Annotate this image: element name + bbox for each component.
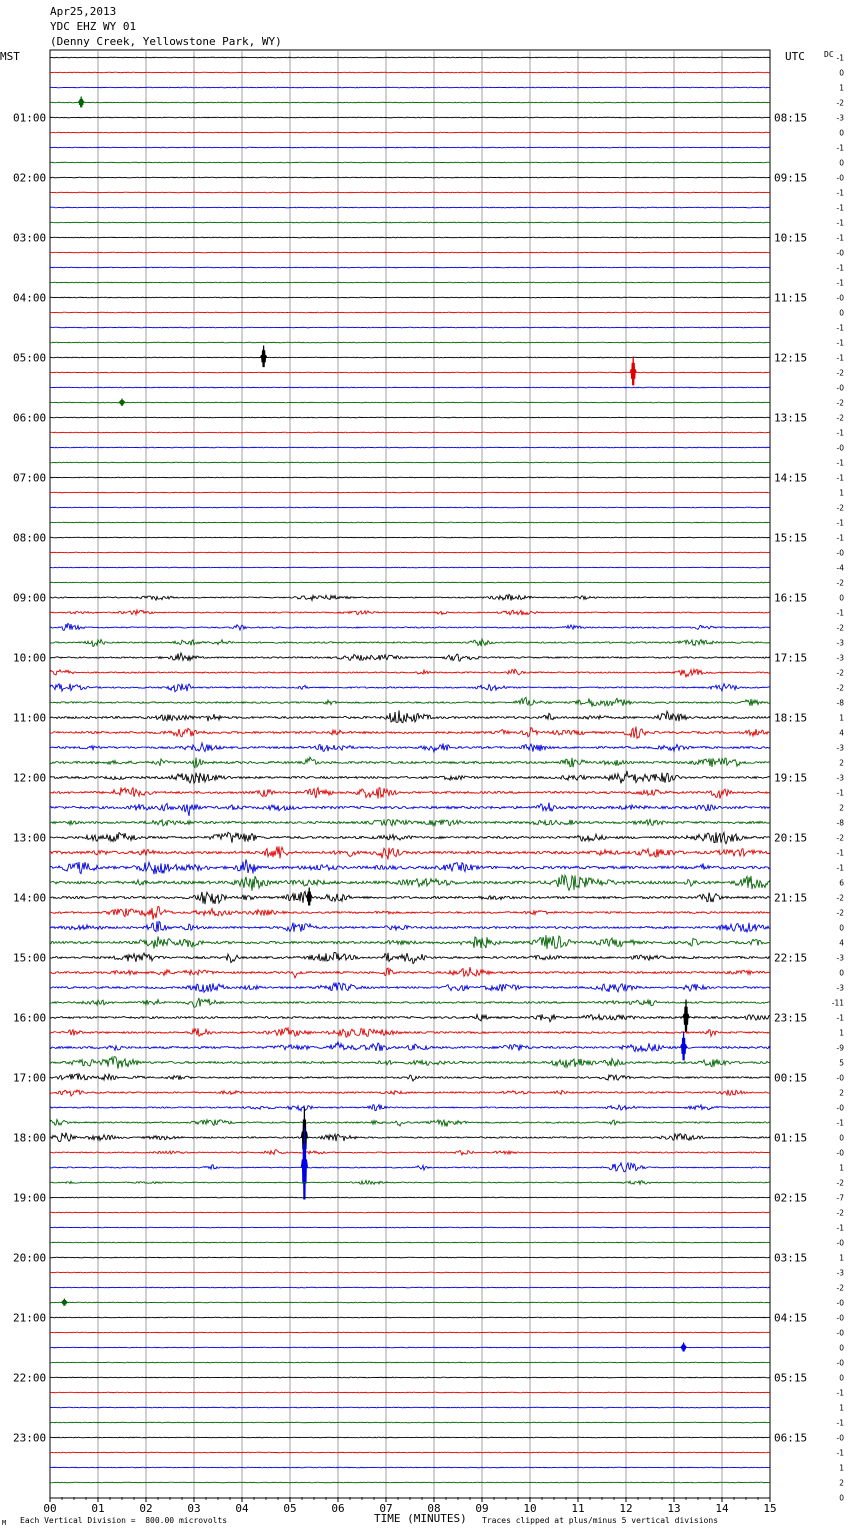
dc-offset-label: -2 [836, 1283, 844, 1293]
trace-row [50, 312, 770, 313]
mst-hour-label: 02:00 [13, 171, 47, 185]
trace-row [50, 462, 770, 463]
trace-row [50, 1467, 770, 1468]
trace-row [50, 567, 770, 568]
mst-hour-label: 16:00 [13, 1011, 47, 1025]
trace-row [50, 1090, 770, 1096]
trace-row [50, 162, 770, 163]
x-tick-label: 09 [475, 1502, 489, 1515]
x-tick-label: 01 [91, 1502, 105, 1515]
trace-row [50, 935, 770, 949]
dc-offset-label: -1 [836, 353, 844, 363]
trace-row [50, 402, 770, 403]
dc-offset-label: 2 [839, 1088, 844, 1098]
trace-row [50, 57, 770, 58]
dc-offset-label: -1 [836, 533, 844, 543]
utc-hour-label: 03:15 [774, 1251, 808, 1265]
utc-hour-label: 05:15 [774, 1371, 808, 1385]
trace-row [50, 1362, 770, 1363]
mst-hour-label: 20:00 [13, 1251, 47, 1265]
scale-note: Each Vertical Division = 800.00 microvolts [20, 1516, 228, 1525]
dc-offset-label: -3 [836, 1268, 844, 1278]
event-spike [630, 357, 636, 386]
trace-row [50, 757, 770, 767]
dc-offset-label: -0 [836, 383, 844, 393]
dc-offset-label: 0 [839, 128, 844, 138]
mst-hour-label: 18:00 [13, 1131, 47, 1145]
utc-hour-label: 23:15 [774, 1011, 808, 1025]
x-tick-label: 06 [331, 1502, 345, 1515]
dc-offset-label: -0 [836, 1073, 844, 1083]
header-date: Apr25,2013 [50, 5, 117, 18]
utc-hour-label: 19:15 [774, 771, 808, 785]
mst-hour-label: 13:00 [13, 831, 47, 845]
trace-row [50, 610, 770, 615]
dc-offset-label: -1 [836, 428, 844, 438]
mst-hour-label: 08:00 [13, 531, 47, 545]
dc-offset-label: -8 [836, 818, 844, 828]
utc-hour-label: 13:15 [774, 411, 808, 425]
trace-row [50, 669, 770, 677]
trace-row [50, 639, 770, 647]
dc-offset-label: -1 [836, 188, 844, 198]
event-spike [119, 399, 125, 406]
trace-row [50, 1302, 770, 1303]
trace-row [50, 1212, 770, 1213]
trace-row [50, 282, 770, 283]
trace-row [50, 537, 770, 538]
dc-offset-label: -0 [836, 1298, 844, 1308]
dc-offset-label: 1 [839, 1028, 844, 1038]
trace-row [50, 1482, 770, 1483]
x-tick-label: 07 [379, 1502, 393, 1515]
dc-offset-label: -4 [836, 563, 844, 573]
dc-offset-label: -1 [836, 608, 844, 618]
trace-row [50, 1242, 770, 1243]
trace-row [50, 1287, 770, 1288]
dc-offset-label: -1 [836, 863, 844, 873]
dc-offset-label: -0 [836, 248, 844, 258]
x-tick-label: 05 [283, 1502, 297, 1515]
dc-offset-label: -1 [836, 848, 844, 858]
dc-offset-label: -2 [836, 503, 844, 513]
trace-row [50, 1150, 770, 1155]
trace-row [50, 252, 770, 253]
dc-offset-label: -1 [836, 1118, 844, 1128]
utc-hour-label: 14:15 [774, 471, 808, 485]
utc-hour-label: 04:15 [774, 1311, 808, 1325]
mst-hour-label: 01:00 [13, 111, 47, 125]
trace-row [50, 1377, 770, 1378]
event-spike [306, 888, 312, 906]
dc-offset-label: -1 [836, 203, 844, 213]
trace-row [50, 846, 770, 859]
mst-hour-label: 09:00 [13, 591, 47, 605]
dc-offset-label: -0 [836, 1103, 844, 1113]
trace-row [50, 522, 770, 523]
event-spike [61, 1299, 67, 1306]
trace-row [50, 859, 770, 874]
dc-offset-label: 0 [839, 923, 844, 933]
trace-row [50, 787, 770, 798]
dc-offset-label: -2 [836, 623, 844, 633]
dc-offset-label: -3 [836, 653, 844, 663]
trace-row [50, 102, 770, 103]
trace-row [50, 684, 770, 692]
dc-offset-label: 0 [839, 1343, 844, 1353]
trace-row [50, 1119, 770, 1126]
trace-row [50, 1422, 770, 1423]
dc-offset-label: 0 [839, 308, 844, 318]
dc-offset-label: -2 [836, 1208, 844, 1218]
dc-offset-label: -1 [836, 788, 844, 798]
dc-offset-label: -2 [836, 893, 844, 903]
utc-hour-label: 17:15 [774, 651, 808, 665]
utc-hour-label: 22:15 [774, 951, 808, 965]
dc-offset-label: 1 [839, 83, 844, 93]
trace-row [50, 594, 770, 600]
trace-row [50, 87, 770, 88]
dc-offset-label: 5 [839, 1058, 844, 1068]
dc-offset-label: 2 [839, 1478, 844, 1488]
dc-offset-label: 4 [839, 938, 844, 948]
dc-offset-label: -8 [836, 698, 844, 708]
dc-offset-label: -1 [836, 1448, 844, 1458]
mst-hour-label: 23:00 [13, 1431, 47, 1445]
dc-offset-label: -0 [836, 1238, 844, 1248]
trace-row [50, 1163, 770, 1172]
mst-hour-label: 10:00 [13, 651, 47, 665]
utc-hour-label: 20:15 [774, 831, 808, 845]
trace-row [50, 1317, 770, 1318]
mst-hour-label: 04:00 [13, 291, 47, 305]
trace-row [50, 623, 770, 630]
dc-offset-label: -11 [831, 998, 844, 1008]
corner-mark: M [2, 1519, 7, 1527]
trace-row [50, 1133, 770, 1142]
dc-label: DC [824, 50, 834, 59]
x-tick-label: 12 [619, 1502, 633, 1515]
dc-offset-label: -1 [836, 218, 844, 228]
dc-offset-label: -2 [836, 98, 844, 108]
mst-hour-label: 07:00 [13, 471, 47, 485]
trace-row [50, 147, 770, 148]
trace-row [50, 357, 770, 358]
dc-offset-label: -1 [836, 473, 844, 483]
dc-offset-label: -2 [836, 668, 844, 678]
utc-hour-label: 18:15 [774, 711, 808, 725]
event-spike [683, 1000, 689, 1032]
dc-offset-label: -2 [836, 578, 844, 588]
dc-offset-label: 1 [839, 1463, 844, 1473]
dc-offset-label: -1 [836, 458, 844, 468]
utc-hour-label: 06:15 [774, 1431, 808, 1445]
dc-offset-label: -0 [836, 1433, 844, 1443]
trace-row [50, 891, 770, 904]
x-tick-label: 11 [571, 1502, 585, 1515]
utc-hour-label: 11:15 [774, 291, 808, 305]
trace-row [50, 237, 770, 238]
dc-offset-label: -1 [836, 1223, 844, 1233]
trace-row [50, 1437, 770, 1438]
dc-offset-label: -2 [836, 398, 844, 408]
dc-offset-label: 2 [839, 758, 844, 768]
dc-offset-label: -3 [836, 638, 844, 648]
trace-row [50, 492, 770, 493]
header-station: YDC EHZ WY 01 [50, 20, 137, 33]
x-tick-label: 13 [667, 1502, 681, 1515]
dc-offset-label: -0 [836, 173, 844, 183]
trace-row [50, 432, 770, 433]
dc-offset-label: 1 [839, 713, 844, 723]
utc-hour-label: 21:15 [774, 891, 808, 905]
dc-offset-label: -3 [836, 773, 844, 783]
mst-hour-label: 11:00 [13, 711, 47, 725]
trace-row [50, 771, 770, 784]
dc-offset-label: 0 [839, 68, 844, 78]
trace-row [50, 477, 770, 478]
mst-hour-label: 15:00 [13, 951, 47, 965]
mst-hour-label: 12:00 [13, 771, 47, 785]
dc-offset-label: 0 [839, 1373, 844, 1383]
dc-offset-label: -2 [836, 1178, 844, 1188]
utc-hour-label: 00:15 [774, 1071, 808, 1085]
dc-offset-label: 0 [839, 1133, 844, 1143]
dc-offset-label: -0 [836, 1358, 844, 1368]
trace-row [50, 875, 770, 890]
dc-offset-label: -1 [836, 263, 844, 273]
trace-row [50, 372, 770, 373]
mst-hour-label: 14:00 [13, 891, 47, 905]
trace-row [50, 1347, 770, 1348]
x-tick-label: 02 [139, 1502, 153, 1515]
trace-row [50, 1028, 770, 1037]
dc-offset-label: 4 [839, 728, 844, 738]
utc-hour-label: 02:15 [774, 1191, 808, 1205]
trace-row [50, 653, 770, 661]
trace-row [50, 342, 770, 343]
dc-offset-label: -3 [836, 983, 844, 993]
event-spike [78, 97, 84, 108]
trace-row [50, 921, 770, 932]
dc-offset-label: -1 [836, 1013, 844, 1023]
dc-offset-label: 0 [839, 158, 844, 168]
dc-offset-label: -0 [836, 1313, 844, 1323]
dc-offset-label: 2 [839, 803, 844, 813]
dc-offset-label: -1 [836, 1388, 844, 1398]
header-location: (Denny Creek, Yellowstone Park, WY) [50, 35, 282, 48]
trace-row [50, 327, 770, 328]
trace-row [50, 72, 770, 73]
x-axis-title: TIME (MINUTES) [374, 1512, 467, 1525]
mst-hour-label: 17:00 [13, 1071, 47, 1085]
trace-row [50, 743, 770, 752]
x-tick-label: 15 [763, 1502, 777, 1515]
dc-offset-label: -2 [836, 368, 844, 378]
dc-offset-label: -1 [836, 1418, 844, 1428]
utc-hour-label: 16:15 [774, 591, 808, 605]
mst-hour-label: 19:00 [13, 1191, 47, 1205]
x-tick-label: 14 [715, 1502, 729, 1515]
trace-row [50, 1197, 770, 1198]
dc-offset-label: 0 [839, 593, 844, 603]
utc-label: UTC [785, 50, 805, 63]
event-spike [681, 1032, 687, 1061]
trace-row [50, 906, 770, 919]
dc-offset-label: 1 [839, 1163, 844, 1173]
trace-row [50, 177, 770, 178]
dc-offset-label: -9 [836, 1043, 844, 1053]
trace-row [50, 192, 770, 193]
dc-offset-label: -1 [836, 338, 844, 348]
dc-offset-label: -0 [836, 1328, 844, 1338]
dc-offset-label: -1 [836, 518, 844, 528]
trace-row [50, 267, 770, 268]
trace-row [50, 117, 770, 118]
dc-offset-label: -1 [836, 53, 844, 63]
dc-offset-label: 0 [839, 1493, 844, 1503]
dc-offset-label: -7 [836, 1193, 844, 1203]
trace-row [50, 222, 770, 223]
mst-hour-label: 05:00 [13, 351, 47, 365]
dc-offset-label: 1 [839, 488, 844, 498]
dc-offset-label: -2 [836, 413, 844, 423]
mst-hour-label: 22:00 [13, 1371, 47, 1385]
trace-row [50, 297, 770, 298]
trace-row [50, 552, 770, 553]
utc-hour-label: 15:15 [774, 531, 808, 545]
dc-offset-label: -0 [836, 443, 844, 453]
dc-offset-label: -1 [836, 323, 844, 333]
dc-offset-label: 1 [839, 1403, 844, 1413]
utc-hour-label: 01:15 [774, 1131, 808, 1145]
trace-row [50, 582, 770, 583]
trace-row [50, 387, 770, 388]
trace-row [50, 1180, 770, 1184]
trace-row [50, 710, 770, 722]
trace-row [50, 417, 770, 418]
dc-offset-label: -0 [836, 1148, 844, 1158]
trace-row [50, 1257, 770, 1258]
trace-row [50, 1042, 770, 1052]
clip-note: Traces clipped at plus/minus 5 vertical divisions [482, 1516, 719, 1525]
mst-hour-label: 06:00 [13, 411, 47, 425]
trace-row [50, 967, 770, 978]
mst-label: MST [0, 50, 20, 63]
x-tick-label: 08 [427, 1502, 441, 1515]
dc-offset-label: -2 [836, 833, 844, 843]
trace-row [50, 207, 770, 208]
dc-offset-label: 6 [839, 878, 844, 888]
trace-row [50, 507, 770, 508]
dc-offset-label: -2 [836, 683, 844, 693]
x-tick-label: 10 [523, 1502, 537, 1515]
trace-row [50, 1074, 770, 1081]
dc-offset-label: -0 [836, 293, 844, 303]
trace-row [50, 1227, 770, 1228]
dc-offset-label: -3 [836, 743, 844, 753]
x-tick-label: 03 [187, 1502, 201, 1515]
trace-row [50, 998, 770, 1007]
trace-row [50, 819, 770, 825]
x-tick-label: 04 [235, 1502, 249, 1515]
trace-row [50, 1014, 770, 1021]
trace-row [50, 952, 770, 963]
mst-hour-label: 03:00 [13, 231, 47, 245]
mst-hour-label: 21:00 [13, 1311, 47, 1325]
trace-row [50, 132, 770, 133]
utc-hour-label: 10:15 [774, 231, 808, 245]
trace-row [50, 803, 770, 816]
trace-row [50, 832, 770, 843]
trace-row [50, 983, 770, 993]
trace-row [50, 1452, 770, 1453]
event-spike [681, 1343, 687, 1352]
dc-offset-label: -1 [836, 278, 844, 288]
trace-row [50, 727, 770, 739]
trace-row [50, 1057, 770, 1069]
dc-offset-label: -3 [836, 953, 844, 963]
dc-offset-label: -0 [836, 548, 844, 558]
dc-offset-label: -3 [836, 113, 844, 123]
trace-row [50, 1332, 770, 1333]
dc-offset-label: -1 [836, 233, 844, 243]
dc-offset-label: 0 [839, 968, 844, 978]
dc-offset-label: -2 [836, 908, 844, 918]
utc-hour-label: 12:15 [774, 351, 808, 365]
dc-offset-label: 1 [839, 1253, 844, 1263]
trace-row [50, 1392, 770, 1393]
utc-hour-label: 08:15 [774, 111, 808, 125]
trace-row [50, 1272, 770, 1273]
trace-row [50, 697, 770, 706]
utc-hour-label: 09:15 [774, 171, 808, 185]
dc-offset-label: -1 [836, 143, 844, 153]
trace-row [50, 447, 770, 448]
x-tick-label: 00 [43, 1502, 57, 1515]
trace-row [50, 1407, 770, 1408]
trace-row [50, 1105, 770, 1111]
event-spike [261, 346, 267, 368]
